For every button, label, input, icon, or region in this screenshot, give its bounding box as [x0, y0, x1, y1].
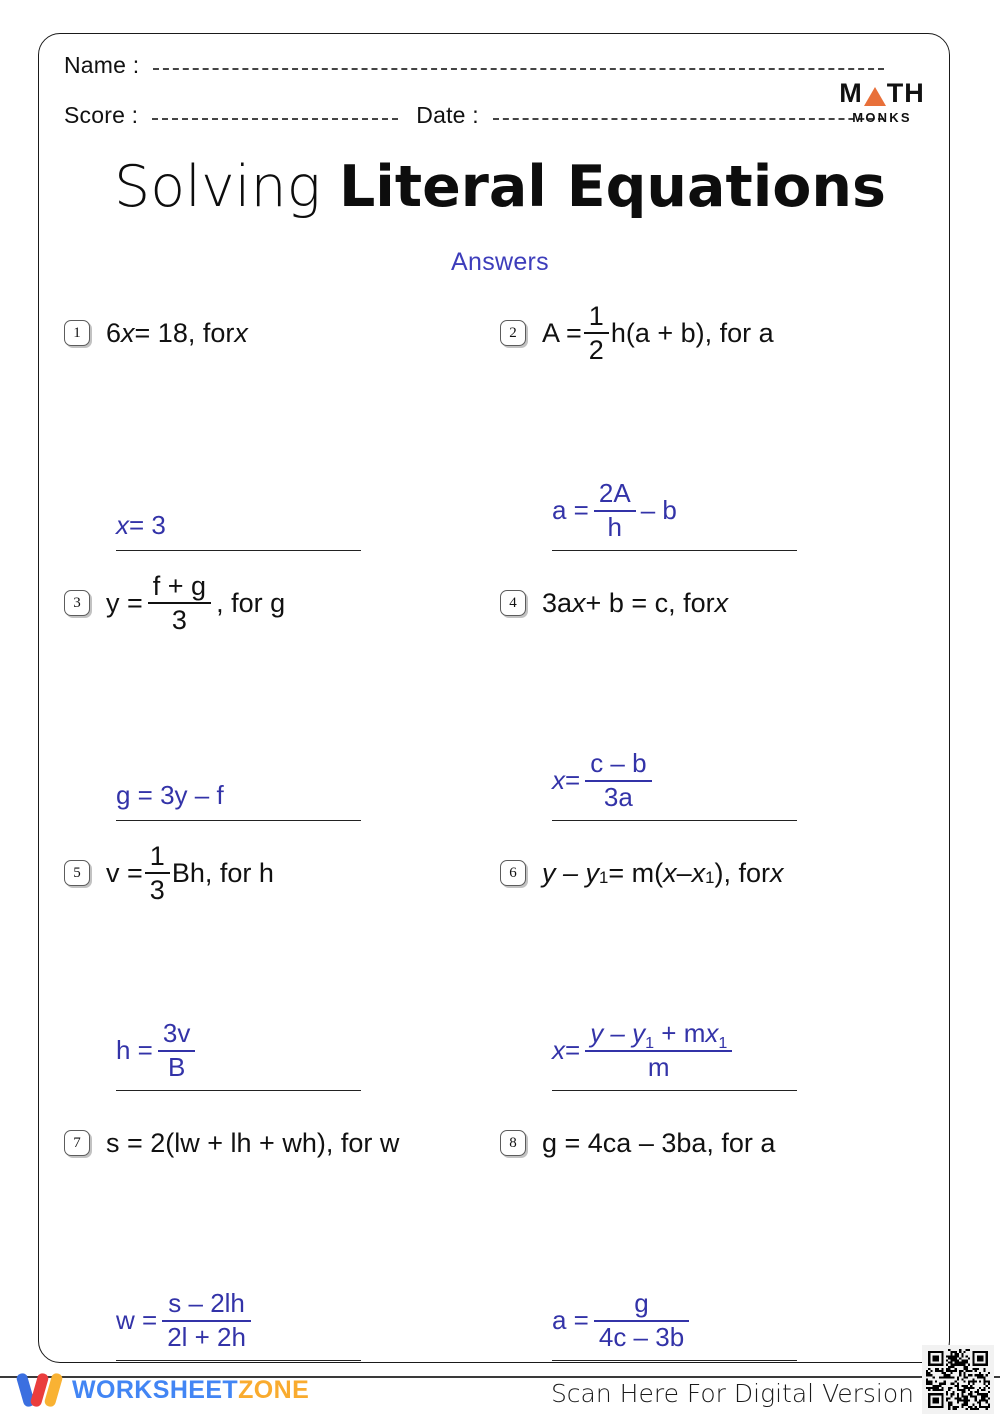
q-pre: A =: [542, 317, 582, 348]
q-variable: x: [234, 317, 248, 348]
problem-3: [64, 570, 500, 845]
q-variable: x: [121, 317, 135, 348]
q-variable: x: [663, 857, 677, 888]
answer-line[interactable]: [116, 1090, 361, 1091]
problem-2: [500, 300, 936, 575]
q-post: h(a + b), for a: [610, 317, 774, 348]
answer-lhs: a =: [552, 495, 589, 526]
q-part: + b = c, for: [585, 587, 715, 618]
name-row: [64, 52, 884, 94]
q-post: , for g: [216, 587, 286, 618]
student-info-header: [64, 52, 884, 144]
num-part: + m: [654, 1018, 706, 1049]
q-post: Bh, for h: [171, 857, 274, 888]
q-pre: v =: [106, 857, 143, 888]
problem-6: [500, 845, 936, 1115]
q-part: y – y: [542, 857, 600, 888]
fraction-numerator: 2A: [598, 478, 631, 509]
problem-number-badge: 6: [500, 860, 526, 886]
fraction-denominator: 2l + 2h: [167, 1321, 246, 1352]
problem-row: [64, 1115, 936, 1385]
fraction-numerator: 3v: [162, 1018, 191, 1049]
answer-fraction: [585, 1020, 732, 1081]
fraction-numerator: 1: [149, 840, 165, 871]
q-variable: x: [572, 587, 586, 618]
answer-fraction: [585, 750, 651, 811]
answer-lhs: w =: [116, 1305, 158, 1336]
question-fraction: [584, 302, 609, 365]
question-line: [64, 1115, 500, 1171]
num-subscript: 1: [718, 1033, 728, 1052]
question-line: [500, 575, 936, 631]
problem-number-badge: 7: [64, 1130, 90, 1156]
logo-subtitle: MONKS: [852, 110, 912, 125]
question-line: [500, 845, 936, 901]
question-text: [106, 318, 248, 349]
question-text: [542, 858, 783, 889]
q-variable: x: [714, 587, 729, 618]
q-subscript: 1: [599, 868, 609, 888]
fraction-numerator: [585, 1018, 732, 1052]
answer-line[interactable]: [552, 1360, 797, 1361]
answer-text: g = 3y – f: [116, 780, 224, 810]
title-light-part: Solving: [114, 154, 339, 220]
problem-row: [64, 840, 936, 1115]
answer-lhs: h =: [116, 1035, 153, 1066]
question-text: [106, 842, 274, 905]
fraction-numerator: s – 2lh: [168, 1288, 245, 1319]
qr-code[interactable]: [922, 1345, 994, 1414]
fraction-denominator: 3: [171, 605, 187, 635]
triangle-icon: [864, 87, 886, 106]
question-line: [64, 840, 500, 905]
problem-number-badge: 2: [500, 320, 526, 346]
question-text: s = 2(lw + lh + wh), for w: [106, 1127, 400, 1158]
answer-lhs: x: [116, 510, 129, 540]
question-fraction: [145, 842, 170, 905]
answer-text: [552, 480, 677, 541]
question-line: [64, 305, 500, 361]
answer-text: [116, 1020, 200, 1081]
num-subscript: 1: [645, 1033, 655, 1052]
num-part: y: [590, 1018, 604, 1049]
page-subtitle: Answers: [451, 248, 549, 276]
q-part: = 18, for: [134, 317, 235, 348]
fraction-numerator: f + g: [152, 570, 207, 601]
q-variable: x: [769, 857, 784, 888]
question-line: [64, 570, 500, 635]
logo-wordmark: [822, 80, 942, 107]
problems-grid: [64, 300, 936, 1385]
problem-7: [64, 1115, 500, 1385]
name-label: Name :: [64, 52, 140, 78]
answer-line[interactable]: [552, 550, 797, 551]
page-title: [0, 154, 1000, 220]
fraction-bar: [584, 332, 609, 334]
answer-text: [116, 1290, 256, 1351]
question-text: [542, 588, 728, 619]
brand-second: ZONE: [238, 1375, 310, 1404]
worksheetzone-wordmark: [72, 1376, 309, 1405]
question-fraction: [148, 572, 211, 635]
date-label: Date :: [416, 102, 479, 128]
problem-1: [64, 305, 500, 575]
question-line: [500, 300, 936, 365]
answer-text: [116, 510, 166, 541]
problem-number-badge: 5: [64, 860, 90, 886]
problem-number-badge: 1: [64, 320, 90, 346]
q-part: 6: [106, 317, 122, 348]
problem-8: [500, 1115, 936, 1385]
answer-equals: =: [565, 765, 581, 796]
fraction-denominator: m: [647, 1051, 670, 1082]
score-label: Score :: [64, 102, 139, 128]
answer-fraction: [162, 1290, 251, 1351]
answer-fraction: [594, 480, 636, 541]
mathmonks-logo: [822, 80, 942, 125]
answer-line[interactable]: [552, 1090, 797, 1091]
q-variable: x: [691, 857, 706, 888]
answer-lhs: a =: [552, 1305, 589, 1336]
title-bold-part: Literal Equations: [338, 154, 886, 220]
problem-4: [500, 575, 936, 845]
problem-number-badge: 3: [64, 590, 90, 616]
problem-number-badge: 4: [500, 590, 526, 616]
worksheetzone-logo[interactable]: [18, 1368, 309, 1412]
answer-equals: =: [565, 1035, 581, 1066]
fraction-denominator: 2: [588, 335, 604, 365]
q-pre: y =: [106, 587, 143, 618]
scan-label: Scan Here For Digital Version: [550, 1379, 914, 1408]
answer-rhs: – b: [640, 495, 677, 526]
fraction-denominator: 3a: [603, 781, 633, 812]
question-text: [106, 572, 285, 635]
question-line: [500, 1115, 936, 1171]
answer-text: [552, 1020, 737, 1081]
question-text: [542, 302, 774, 365]
fraction-numerator: 1: [588, 300, 604, 331]
fraction-denominator: B: [167, 1051, 186, 1082]
fraction-denominator: 3: [149, 875, 165, 905]
logo-text-before: M: [839, 78, 863, 108]
answer-text: [552, 1290, 694, 1351]
answer-lhs: x: [552, 1035, 565, 1066]
problem-row: [64, 570, 936, 845]
answer-text: [552, 750, 657, 811]
fraction-bar: [148, 602, 211, 604]
num-variable: x: [705, 1018, 719, 1049]
answer-line[interactable]: [116, 1360, 361, 1361]
answer-fraction: [594, 1290, 689, 1351]
worksheetzone-mark-icon: [18, 1372, 64, 1408]
problem-5: [64, 840, 500, 1115]
name-input-line[interactable]: [153, 68, 884, 70]
score-date-row: [64, 102, 884, 144]
fraction-denominator: h: [607, 511, 623, 542]
logo-text-after: TH: [886, 78, 925, 108]
num-part: – y: [603, 1018, 646, 1049]
q-part: 3a: [542, 587, 573, 618]
fraction-numerator: c – b: [590, 748, 647, 779]
problem-row: [64, 300, 936, 575]
question-text: g = 4ca – 3ba, for a: [542, 1127, 776, 1158]
brand-first: WORKSHEET: [72, 1375, 239, 1404]
q-subscript: 1: [705, 868, 715, 888]
fraction-bar: [145, 872, 170, 874]
answer-lhs: x: [552, 765, 565, 796]
problem-number-badge: 8: [500, 1130, 526, 1156]
answer-fraction: [158, 1020, 195, 1081]
answer-rhs: = 3: [129, 510, 166, 540]
q-part: –: [676, 857, 692, 888]
answer-line[interactable]: [116, 550, 361, 551]
score-input-line[interactable]: [152, 118, 398, 120]
fraction-denominator: 4c – 3b: [598, 1321, 685, 1352]
q-part: ), for: [714, 857, 770, 888]
q-part: = m(: [608, 857, 664, 888]
answer-line[interactable]: [116, 820, 361, 821]
answer-line[interactable]: [552, 820, 797, 821]
fraction-numerator: g: [634, 1288, 649, 1319]
